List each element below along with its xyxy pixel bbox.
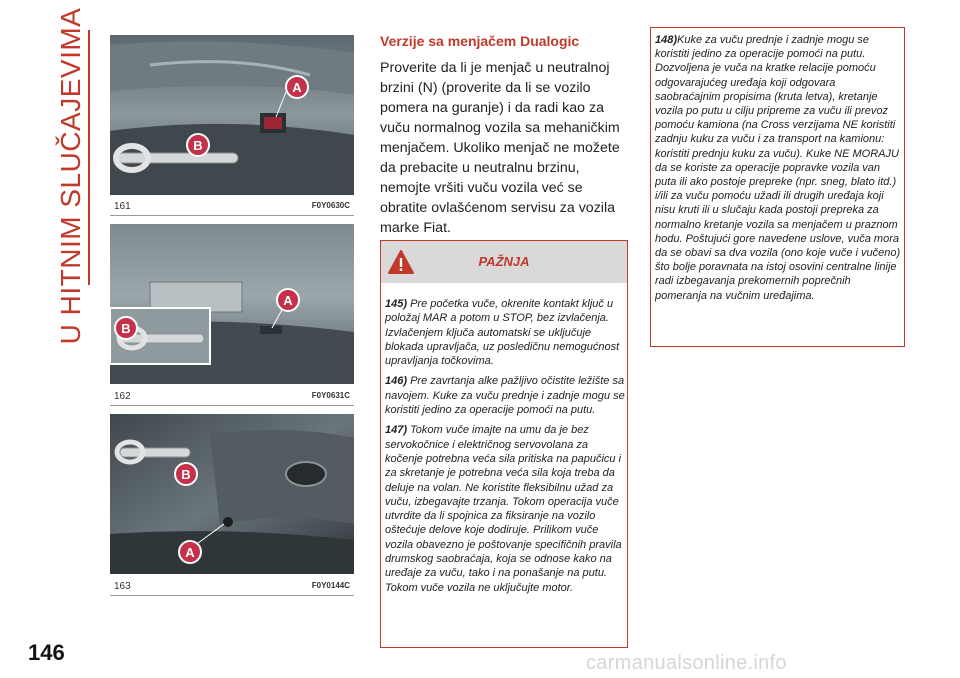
warning-box [380,240,628,648]
figure-161-illustration [110,35,354,195]
figure-162-illustration [110,224,354,384]
callout-a [286,76,308,98]
note-145: 145) Pre početka vuče, okrenite kontakt ključ u položaj MAR a potom u STOP, bez izvlačenja. Izvlačenjem ključa automatski se uključuje blokada upravljača, uz posledičnu nemogućnost upravljanja točkovima. [385,298,620,368]
caption-rule [110,595,354,596]
svg-text:A: A [185,545,195,560]
svg-text:B: B [121,321,131,336]
section-heading: Verzije sa menjačem Dualogic [380,33,580,49]
figure-162 [110,224,354,384]
warning-title: PAŽNJA [478,254,530,269]
figure-163 [110,414,354,574]
callout-a [179,541,201,563]
svg-text:B: B [193,138,203,153]
page-number: 146 [28,640,65,665]
caption-rule [110,215,354,216]
note-147: 147) Tokom vuče imajte na umu da je bez servokočnice i električnog servovolana za kočenje potrebna veća sila pritiska na papučicu i za skretanje je potrebna veća sila koja treba da deluje na volan. Ne koristite fleksibilnu užad za vuču, izbegavajte trzanja. Tokom operacija vuče utvrdite da li spojnica za fiksiranje na vozilo oštećuje delove koje dodiruje. Prilikom vuče vozila obavezno je poštovanje specifičnih pravila drumskog saobraćaja, koja se odnose kako na uređaje za vuču, tako i na ponašanje na putu. Tokom vuče vozila ne uključujte motor. [385,424,622,594]
svg-text:A: A [283,293,293,308]
chapter-rule [88,30,90,285]
svg-text:A: A [292,80,302,95]
callout-b [115,317,137,339]
figure-161 [110,35,354,195]
watermark: carmanualsonline.info [586,652,787,674]
caption-rule [110,405,354,406]
svg-text:B: B [181,467,191,482]
section-body: Proverite da li je menjač u neutralnoj brzini (N) (proverite da li se vozilo pomera na guranje) i da radi kao za vuču normalnog vozila sa mehaničkim menjačem. Ukoliko menjač ne možete da prebacite u neutralnu brzinu, nemojte vršiti vuču vozila već se obratite ovlašćenom servisu za vozila marke Fiat. [380,60,620,236]
warning-notes [385,297,625,601]
figure-161-caption: 161 F0Y0630C [114,201,350,212]
callout-b [175,463,197,485]
figure-163-caption: 163 F0Y0144C [114,581,350,592]
note-148: 148)Kuke za vuču prednje i zadnje mogu se koristiti jedino za operacije pomoći na putu. Dozvoljena je vuča na kratke relacije pomoću odgovarajućeg uređaja koji odgovara saobraćajnim propisima (kruta letva), kretanje vozila po putu u cilju pripreme za vuču ili prevoz pomoću kamiona (na Cross verzijama NE koristiti zadnju kuku za vuču i za transport na kamionu: koristiti prednju kuku za vuču). Kuke NE MORAJU da se koriste za operacije popravke vozila van puta ili ako postoje prepreke (npr. sneg, blato itd.) i/ili za vuču pomoću užadi ili drugih uređaja koji nisu kruti ili u slučaju kada postoji prepreka za normalno kretanje vozila sa menjačem u praznom hodu. Poštujući gore navedene uslove, vuča mora da se obavi sa dva vozila (ono koje vuče i vučeno) što bolje poravnata na istoj osovini centralne linije radi izbegavanja prekomernih poprečnih pomeranja na vučnim uređajima. [655,34,901,302]
warning-header [381,241,627,283]
figure-163-illustration [110,414,354,574]
note-148-box [650,27,905,347]
note-146: 146) Pre zavrtanja alke pažljivo očistite ležište sa navojem. Kuke za vuču prednje i zadnje mogu se koristiti jedino za operacije pomoći na putu. [385,375,625,417]
chapter-side-title: U HITNIM SLUČAJEVIMA [55,7,86,345]
callout-a [277,289,299,311]
callout-b [187,134,209,156]
figure-162-caption: 162 F0Y0631C [114,391,350,402]
